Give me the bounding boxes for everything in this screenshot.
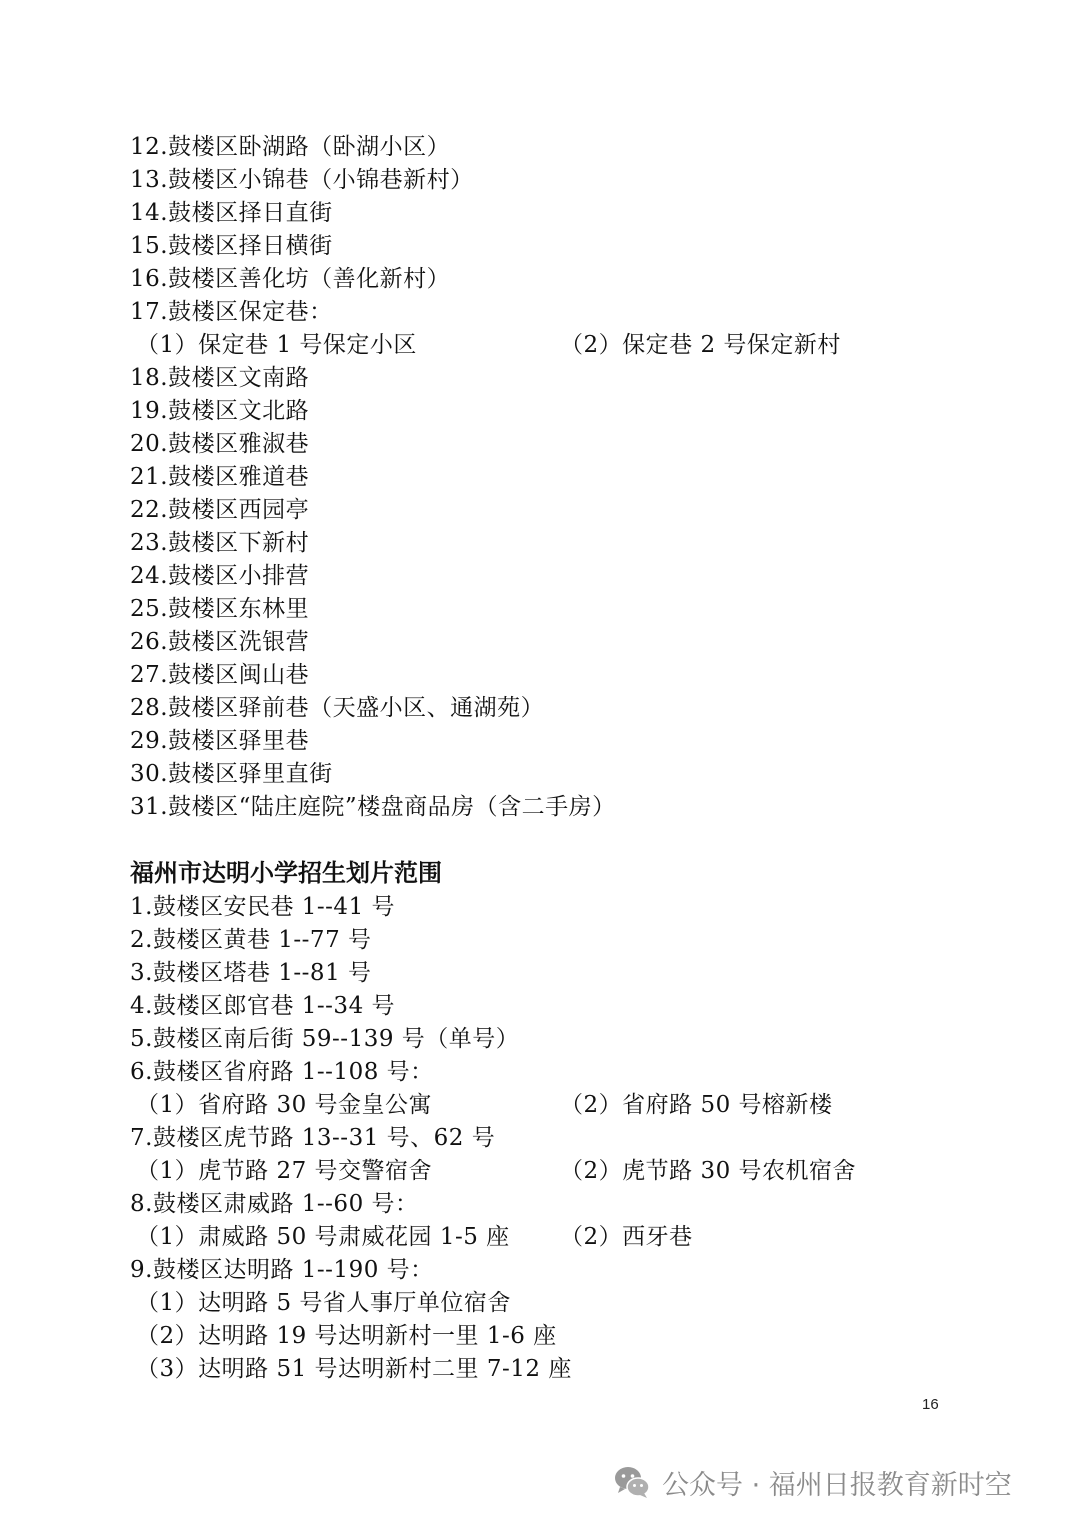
list-item: 2.鼓楼区黄巷 1--77 号 (130, 927, 372, 953)
list-item: 15.鼓楼区择日横街 (130, 233, 333, 259)
section-heading: 福州市达明小学招生划片范围 (130, 859, 442, 887)
sub-item-text: （1）虎节路 27 号交警宿舍 (136, 1158, 433, 1184)
list-item: 22.鼓楼区西园亭 (130, 497, 310, 523)
list-sub-item (130, 1353, 1010, 1386)
list-item: 25.鼓楼区东林里 (130, 596, 310, 622)
watermark-text: 公众号 · 福州日报教育新时空 (662, 1469, 1012, 1501)
list-item: 18.鼓楼区文南路 (130, 365, 310, 391)
list-item: 29.鼓楼区驿里巷 (130, 728, 310, 754)
list-item: 4.鼓楼区郎官巷 1--34 号 (130, 993, 396, 1019)
sub-item-text: （1）省府路 30 号金皇公寓 (136, 1092, 433, 1118)
list-item: 12.鼓楼区卧湖路（卧湖小区） (130, 134, 451, 160)
sub-item-text: （3）达明路 51 号达明新村二里 7-12 座 (136, 1356, 572, 1382)
list-item: 20.鼓楼区雅淑巷 (130, 431, 310, 457)
list-sub-item (130, 1287, 1010, 1320)
page-number: 16 (922, 1396, 939, 1413)
list-item: 3.鼓楼区塔巷 1--81 号 (130, 960, 372, 986)
list-item: 23.鼓楼区下新村 (130, 530, 310, 556)
list-item: 8.鼓楼区肃威路 1--60 号： (130, 1191, 419, 1217)
address-list-part-1 (130, 131, 1010, 824)
wechat-watermark (612, 1460, 1012, 1504)
sub-item-text: （2）虎节路 30 号农机宿舍 (560, 1158, 857, 1184)
list-item: 21.鼓楼区雅道巷 (130, 464, 310, 490)
list-sub-item (130, 1221, 1010, 1254)
list-sub-item (130, 1155, 1010, 1188)
wechat-icon (612, 1462, 652, 1502)
sub-item-text: （1）肃威路 50 号肃威花园 1-5 座 (136, 1224, 510, 1250)
list-item: 6.鼓楼区省府路 1--108 号： (130, 1059, 434, 1085)
sub-item-text: （2）省府路 50 号榕新楼 (560, 1092, 833, 1118)
list-item: 26.鼓楼区洗银营 (130, 629, 310, 655)
list-item: 1.鼓楼区安民巷 1--41 号 (130, 894, 396, 920)
list-sub-item (130, 1089, 1010, 1122)
list-item: 7.鼓楼区虎节路 13--31 号、62 号 (130, 1125, 496, 1151)
list-sub-item (130, 1320, 1010, 1353)
list-item: 24.鼓楼区小排营 (130, 563, 310, 589)
list-item: 16.鼓楼区善化坊（善化新村） (130, 266, 451, 292)
list-item: 19.鼓楼区文北路 (130, 398, 310, 424)
sub-item-text: （1）保定巷 1 号保定小区 (136, 332, 417, 358)
list-item: 31.鼓楼区“陆庄庭院”楼盘商品房（含二手房） (130, 794, 616, 820)
list-item: 30.鼓楼区驿里直街 (130, 761, 333, 787)
sub-item-text: （2）达明路 19 号达明新村一里 1-6 座 (136, 1323, 557, 1349)
address-list-damingxiaoxue (130, 891, 1010, 1386)
list-item: 28.鼓楼区驿前巷（天盛小区、通湖苑） (130, 695, 545, 721)
list-item: 27.鼓楼区闽山巷 (130, 662, 310, 688)
sub-item-text: （2）保定巷 2 号保定新村 (560, 332, 841, 358)
list-item: 5.鼓楼区南后街 59--139 号（单号） (130, 1026, 520, 1052)
list-item: 9.鼓楼区达明路 1--190 号： (130, 1257, 434, 1283)
list-item: 14.鼓楼区择日直街 (130, 200, 333, 226)
list-item: 13.鼓楼区小锦巷（小锦巷新村） (130, 167, 474, 193)
list-item: 17.鼓楼区保定巷： (130, 299, 333, 325)
list-sub-item (130, 329, 1010, 362)
sub-item-text: （1）达明路 5 号省人事厅单位宿舍 (136, 1290, 511, 1316)
sub-item-text: （2）西牙巷 (560, 1224, 693, 1250)
